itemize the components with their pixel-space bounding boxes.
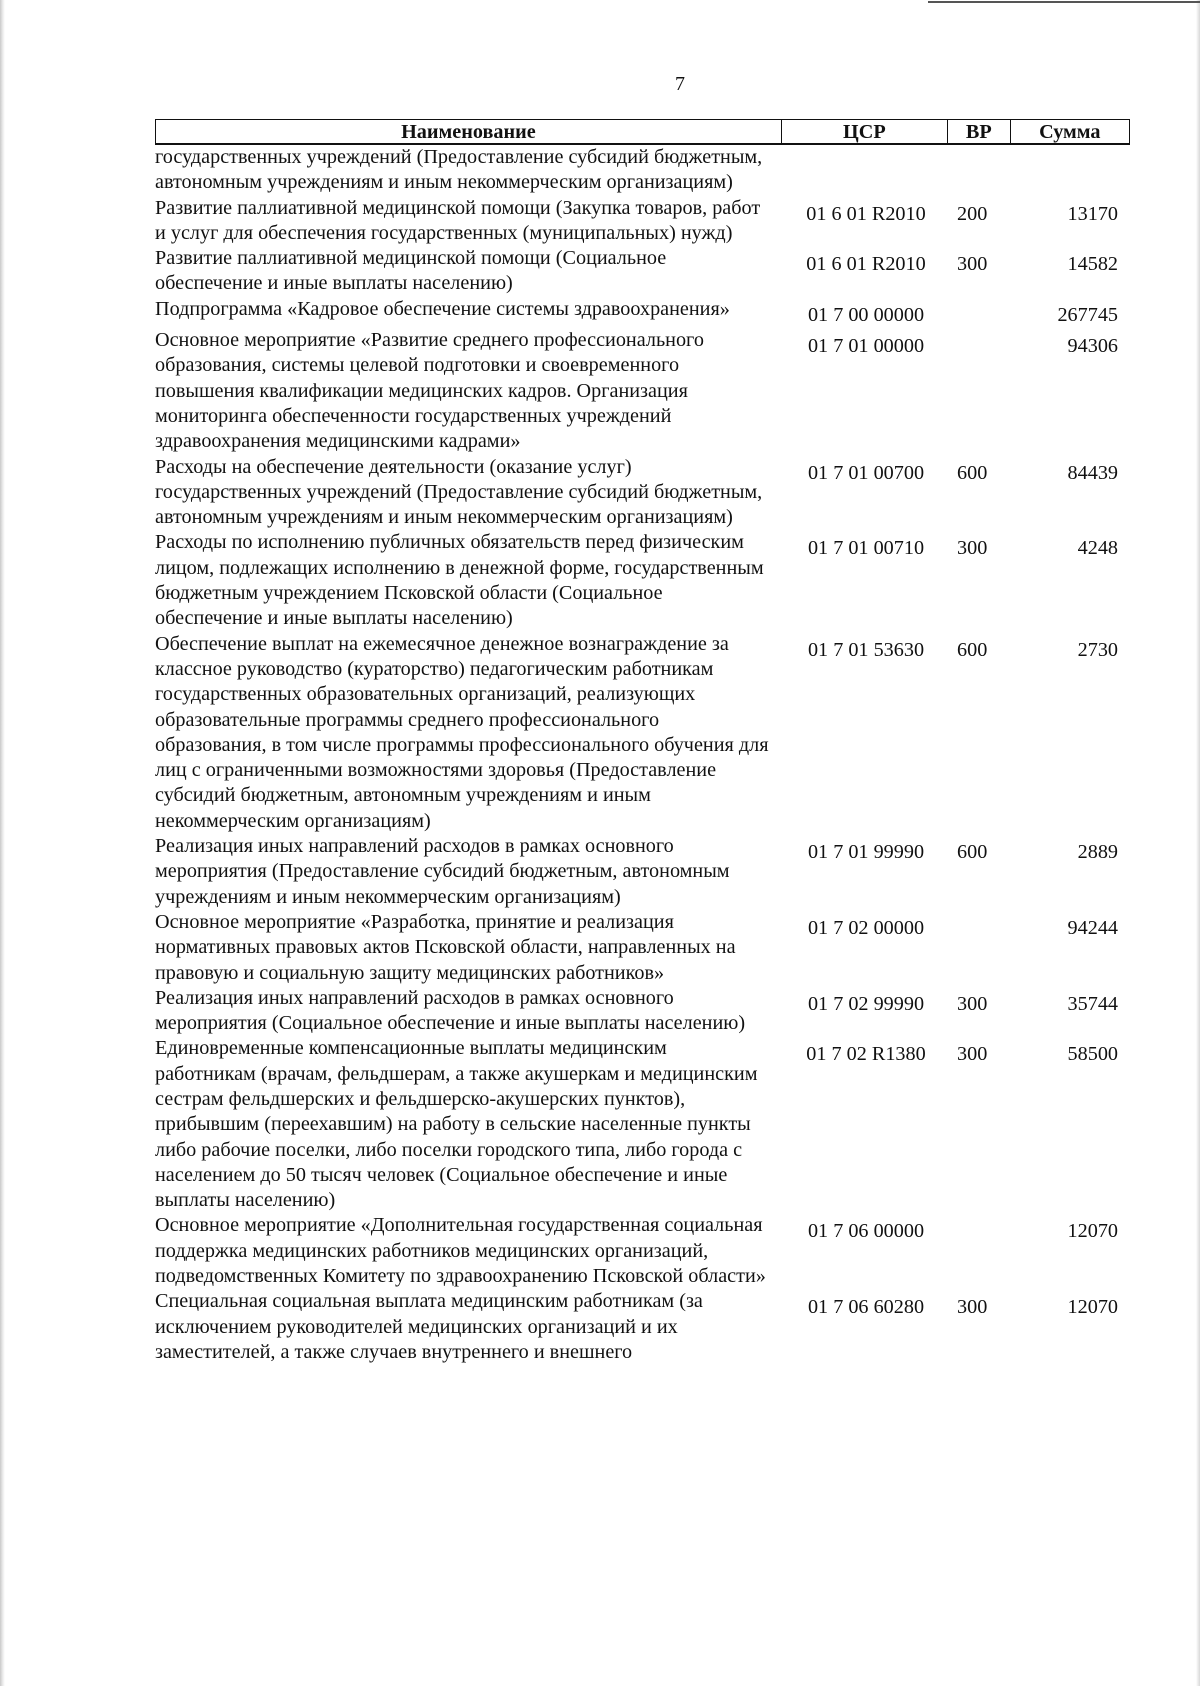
row-sum-text: 4248 — [1077, 537, 1118, 560]
table-body — [155, 145, 1130, 1365]
row-sum — [1011, 1036, 1130, 1213]
row-csr-text: 01 7 06 60280 — [807, 1296, 925, 1319]
budget-table — [155, 119, 1130, 1365]
row-csr-text: 01 7 01 00710 — [807, 537, 925, 560]
row-csr — [783, 1289, 949, 1365]
row-vr — [949, 986, 1011, 1037]
header-name: Наименование — [156, 120, 782, 143]
row-csr-text: 01 7 02 00000 — [807, 916, 925, 939]
header-vr: ВР — [948, 120, 1011, 143]
row-name — [155, 196, 783, 247]
row-sum — [1011, 145, 1130, 196]
row-sum-text: 58500 — [1067, 1043, 1118, 1066]
row-name-text: Основное мероприятие «Дополнительная государственная социальная поддержка медицинских работников медицинских организаций, подведомственных Комитету по здравоохранению Псковской области» — [155, 1214, 766, 1288]
row-csr-text: 01 7 02 R1380 — [806, 1043, 926, 1066]
row-name-text: Расходы на обеспечение деятельности (оказание услуг) государственных учреждений (Предоставление субсидий бюджетным, автономным учреждениям и иным некоммерческим организациям) — [155, 455, 763, 529]
row-vr — [949, 297, 1011, 328]
row-name — [155, 145, 783, 196]
header-csr: ЦСР — [782, 120, 948, 143]
row-vr-text: 300 — [957, 253, 988, 276]
row-csr — [783, 145, 949, 196]
row-name-text: Обеспечение выплат на ежемесячное денежное вознаграждение за классное руководство (кураторство) педагогическим работникам государственных образовательных организаций, реализующих образовательные программы среднего профессионального образования, в том числе программы профессионального обучения для лиц с ограниченными возможностями здоровья (Предоставление субсидий бюджетным, автономным учреждениям и иным некоммерческим организациям) — [155, 632, 769, 832]
table-row — [155, 986, 1130, 1037]
row-csr — [783, 1036, 949, 1213]
table-row — [155, 1036, 1130, 1213]
row-sum — [1011, 328, 1130, 454]
row-csr-text: 01 7 02 99990 — [807, 992, 925, 1015]
row-sum-text: 84439 — [1067, 461, 1118, 484]
row-vr — [949, 910, 1011, 986]
row-name — [155, 910, 783, 986]
row-csr-text: 01 6 01 R2010 — [806, 202, 926, 225]
row-csr — [783, 834, 949, 910]
row-name-text: государственных учреждений (Предоставление субсидий бюджетным, автономным учреждениям и иным некоммерческим организациям) — [155, 146, 763, 194]
row-sum-text: 2889 — [1077, 841, 1118, 864]
row-vr — [949, 1213, 1011, 1289]
row-sum-text: 14582 — [1067, 253, 1118, 276]
row-name-text: Развитие паллиативной медицинской помощи (Закупка товаров, работ и услуг для обеспечения государственных (муниципальных) нужд) — [155, 196, 761, 244]
row-sum — [1011, 530, 1130, 631]
row-sum-text: 12070 — [1067, 1296, 1118, 1319]
row-vr — [949, 246, 1011, 297]
row-vr — [949, 328, 1011, 454]
row-name — [155, 1289, 783, 1365]
table-row — [155, 145, 1130, 196]
row-vr — [949, 530, 1011, 631]
row-csr-text: 01 7 01 00700 — [807, 461, 925, 484]
row-vr-text: 200 — [957, 202, 988, 225]
row-csr — [783, 530, 949, 631]
header-sum: Сумма — [1039, 121, 1101, 143]
row-name — [155, 530, 783, 631]
row-name-text: Единовременные компенсационные выплаты медицинским работникам (врачам, фельдшерам, а также акушеркам и медицинским сестрам фельдшерских и фельдшерско-акушерских пунктов), прибывшим (переехавшим) на работу в сельские населенные пункты либо рабочие поселки, либо поселки городского типа, либо города с населением до 50 тысяч человек (Социальное обеспечение и иные выплаты населению) — [155, 1037, 758, 1212]
row-csr — [783, 986, 949, 1037]
row-sum — [1011, 1289, 1130, 1365]
table-row — [155, 1213, 1130, 1289]
row-sum-text: 94244 — [1067, 916, 1118, 939]
table-row — [155, 455, 1130, 531]
row-csr — [783, 246, 949, 297]
row-name-text: Расходы по исполнению публичных обязательств перед физическим лицом, подлежащих исполнению в денежной форме, государственным бюджетным учреждением Псковской области (Социальное обеспечение и иные выплаты населению) — [155, 531, 764, 630]
row-sum — [1011, 632, 1130, 834]
row-name-text: Развитие паллиативной медицинской помощи (Социальное обеспечение и иные выплаты населению) — [155, 247, 667, 295]
row-sum — [1011, 834, 1130, 910]
table-row — [155, 530, 1130, 631]
table-row — [155, 910, 1130, 986]
row-name-text: Реализация иных направлений расходов в рамках основного мероприятия (Социальное обеспечение и иные выплаты населению) — [155, 986, 746, 1035]
row-vr-text: 300 — [957, 992, 988, 1015]
row-sum-text: 94306 — [1067, 335, 1118, 358]
table-row — [155, 834, 1130, 910]
row-sum — [1011, 986, 1130, 1037]
table-row — [155, 196, 1130, 247]
row-vr — [949, 455, 1011, 531]
scan-left-edge — [0, 0, 5, 1686]
table-row — [155, 632, 1130, 834]
scan-corner-line — [928, 1, 1200, 3]
table-row — [155, 328, 1130, 454]
row-sum — [1011, 196, 1130, 247]
row-sum-text: 35744 — [1067, 992, 1118, 1015]
row-name — [155, 297, 783, 328]
row-vr-text: 600 — [957, 638, 988, 661]
row-csr — [783, 632, 949, 834]
row-sum-text: 2730 — [1077, 638, 1118, 661]
row-csr-text: 01 7 00 00000 — [807, 303, 925, 326]
row-name — [155, 632, 783, 834]
row-sum-text: 12070 — [1067, 1220, 1118, 1243]
row-csr-text: 01 7 01 53630 — [807, 638, 925, 661]
row-csr — [783, 1213, 949, 1289]
row-name-text: Основное мероприятие «Разработка, принятие и реализация нормативных правовых актов Псковской области, направленных на правовую и социальную защиту медицинских работников» — [155, 910, 736, 984]
row-name — [155, 455, 783, 531]
row-sum — [1011, 1213, 1130, 1289]
table-header — [155, 119, 1130, 145]
row-name-text: Реализация иных направлений расходов в рамках основного мероприятия (Предоставление субсидий бюджетным, автономным учреждениям и иным некоммерческим организациям) — [155, 835, 730, 908]
row-vr-text: 300 — [957, 1296, 988, 1319]
table-row — [155, 1289, 1130, 1365]
row-name — [155, 1036, 783, 1213]
row-sum — [1011, 910, 1130, 986]
row-sum — [1011, 297, 1130, 328]
scan-right-edge — [1196, 0, 1200, 1686]
row-name — [155, 328, 783, 454]
row-vr — [949, 1289, 1011, 1365]
table-row — [155, 246, 1130, 297]
row-name-text: Подпрограмма «Кадровое обеспечение системы здравоохранения» — [155, 297, 730, 320]
row-csr-text: 01 7 01 99990 — [807, 841, 925, 864]
row-name-text: Специальная социальная выплата медицинским работникам (за исключением руководителей медицинских организаций и их заместителей, а также случаев внутреннего и внешнего — [155, 1290, 703, 1363]
row-csr — [783, 196, 949, 247]
row-sum-text: 267745 — [1057, 303, 1118, 326]
row-csr-text: 01 6 01 R2010 — [806, 253, 926, 276]
row-vr-text: 300 — [957, 1043, 988, 1066]
row-sum-text: 13170 — [1067, 202, 1118, 225]
row-vr-text: 300 — [957, 537, 988, 560]
row-vr — [949, 834, 1011, 910]
row-vr-text: 600 — [957, 841, 988, 864]
row-name — [155, 986, 783, 1037]
row-sum — [1011, 455, 1130, 531]
row-name — [155, 834, 783, 910]
table-row — [155, 297, 1130, 328]
row-name — [155, 246, 783, 297]
row-name-text: Основное мероприятие «Развитие среднего профессионального образования, системы целевой подготовки и своевременного повышения квалификации медицинских кадров. Организация мониторинга обеспеченности государственных учреждений здравоохранения медицинскими кадрами» — [155, 329, 704, 453]
row-vr — [949, 145, 1011, 196]
row-csr-text: 01 7 06 00000 — [807, 1220, 925, 1243]
page-number: 7 — [675, 73, 685, 95]
row-csr — [783, 328, 949, 454]
row-vr — [949, 632, 1011, 834]
row-csr-text: 01 7 01 00000 — [807, 335, 925, 358]
row-csr — [783, 455, 949, 531]
row-vr — [949, 196, 1011, 247]
row-csr — [783, 297, 949, 328]
row-vr-text: 600 — [957, 461, 988, 484]
row-vr — [949, 1036, 1011, 1213]
row-csr — [783, 910, 949, 986]
row-name — [155, 1213, 783, 1289]
row-sum — [1011, 246, 1130, 297]
